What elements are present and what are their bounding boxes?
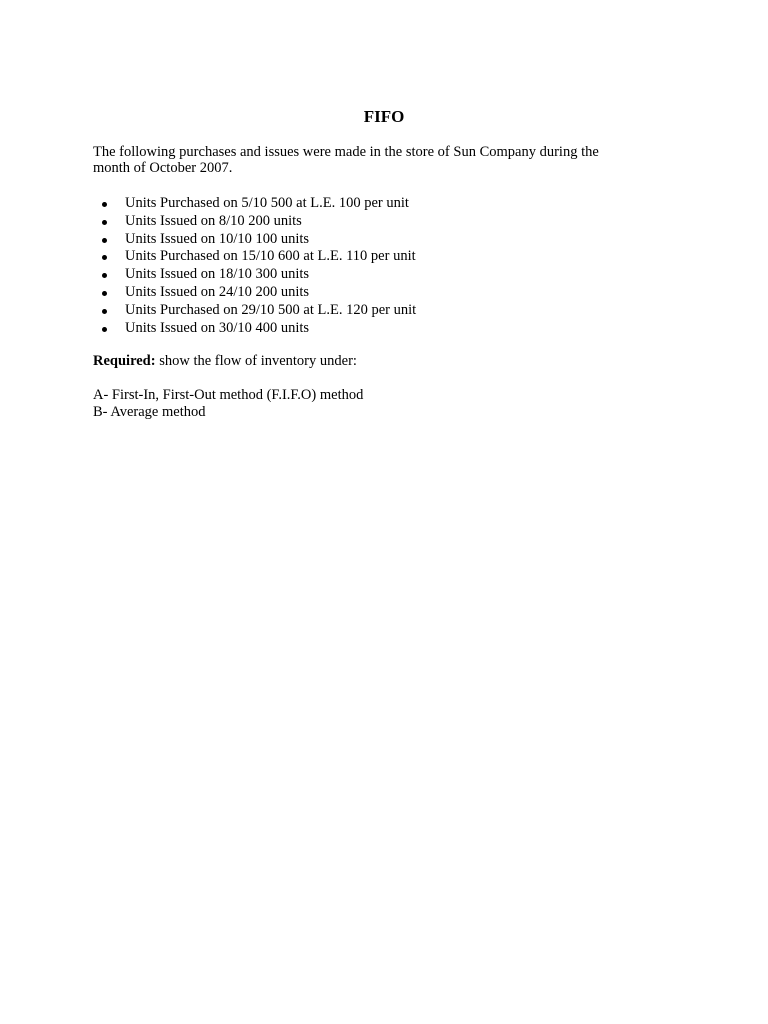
bullet-icon: [102, 327, 107, 332]
list-item-text: Units Issued on 10/10 100 units: [125, 230, 310, 247]
required-text: show the flow of inventory under:: [155, 353, 357, 369]
list-item: [93, 231, 416, 249]
list-item: [93, 320, 416, 338]
method-list: [93, 387, 363, 421]
bullet-icon: [102, 238, 107, 243]
intro-line: month of October 2007.: [93, 160, 233, 176]
method-b: B- Average method: [93, 404, 206, 420]
bullet-icon: [102, 255, 107, 260]
method-a: A- First-In, First-Out method (F.I.F.O) method: [93, 387, 364, 403]
bullet-icon: [102, 291, 107, 296]
list-item-text: Units Issued on 8/10 200 units: [125, 212, 302, 229]
list-item: [93, 213, 416, 231]
list-item: [93, 284, 416, 302]
list-item-text: Units Purchased on 5/10 500 at L.E. 100 per unit: [125, 195, 409, 211]
list-item-text: Units Purchased on 29/10 500 at L.E. 120 per unit: [125, 301, 417, 318]
list-item: [93, 195, 416, 213]
list-item-text: Units Purchased on 15/10 600 at L.E. 110 per unit: [125, 248, 416, 265]
intro-line: The following purchases and issues were made in the store of Sun Company during the: [93, 144, 599, 160]
transaction-list: [93, 195, 416, 337]
required-statement: [93, 353, 357, 369]
bullet-icon: [102, 309, 107, 314]
document-title: FIFO: [363, 107, 405, 126]
list-item-text: Units Issued on 24/10 200 units: [125, 283, 310, 300]
list-item: [93, 248, 416, 266]
list-item: [93, 266, 416, 284]
list-item-text: Units Issued on 30/10 400 units: [125, 319, 310, 336]
list-item: [93, 302, 416, 320]
bullet-icon: [102, 220, 107, 225]
bullet-icon: [102, 202, 107, 207]
required-label: Required:: [93, 353, 156, 369]
bullet-icon: [102, 273, 107, 278]
intro-paragraph: [93, 144, 653, 176]
list-item-text: Units Issued on 18/10 300 units: [125, 266, 310, 283]
